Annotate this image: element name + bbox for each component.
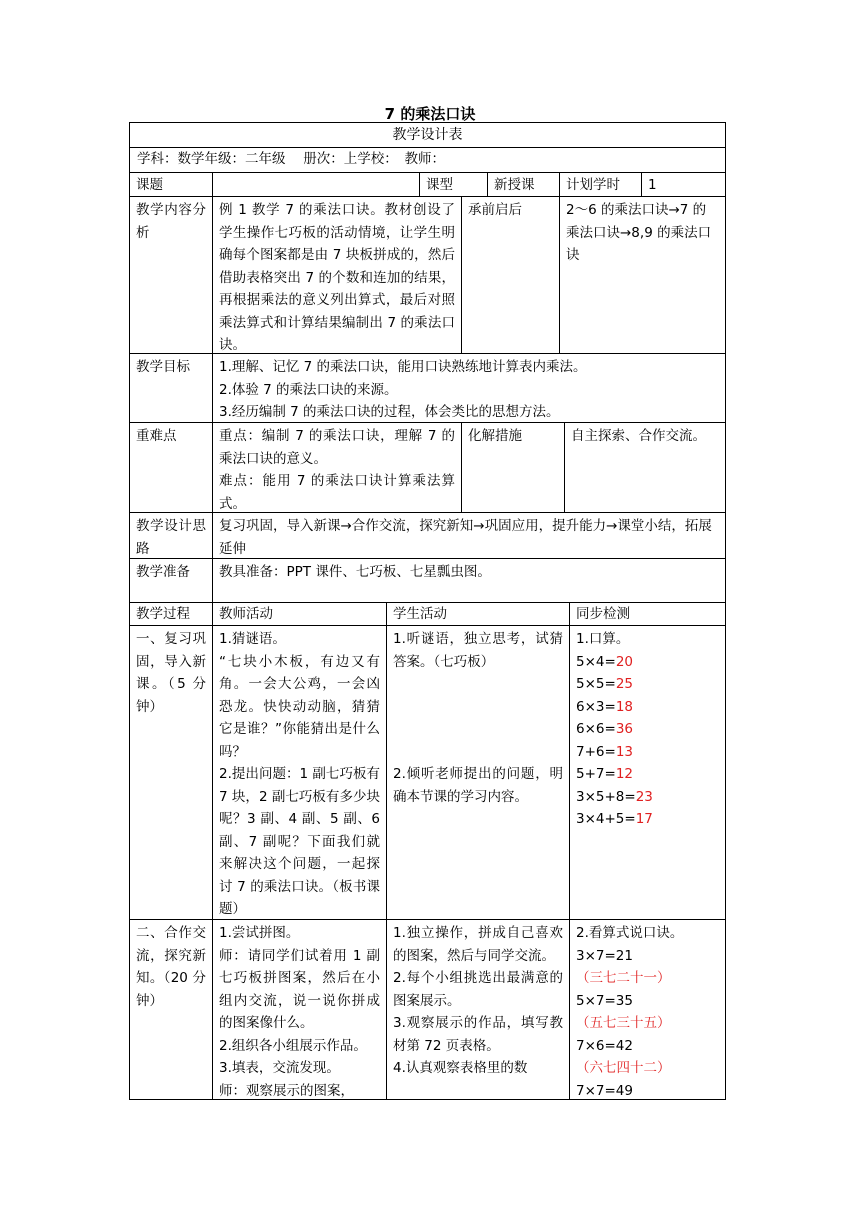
teacher-step: 1.猜谜语。 [219, 631, 286, 647]
check-equation: 5×7=35 [576, 992, 633, 1009]
goal-item: 1.理解、记忆 7 的乘法口诀，能用口诀熟练地计算表内乘法。 [219, 359, 587, 375]
process-header-check: 同步检测 [570, 603, 726, 626]
planned-hours-label: 计划学时 [560, 173, 642, 197]
student-step: 1.听谜语，独立思考，试猜答案。（七巧板） [393, 631, 563, 670]
check-rhyme: （六七四十二） [576, 1060, 671, 1076]
check-equation: 3×7=21 [576, 947, 633, 964]
stage2-sync-check [570, 920, 726, 1100]
key-points-label: 重难点 [130, 423, 213, 513]
process-header-student: 学生活动 [387, 603, 570, 626]
check-item: 7+6=13 [576, 743, 633, 760]
check-rhyme: （五七三十五） [576, 1015, 671, 1031]
student-step: 2.每个小组挑选出最满意的图案展示。 [393, 970, 563, 1009]
preparation-text: 教具准备：PPT 课件、七巧板、七星瓢虫图。 [213, 559, 726, 603]
content-analysis-text: 例 1 教学 7 的乘法口诀。教材创设了学生操作七巧板的活动情境，让学生明确每个图案都是由 7 块板拼成的，然后借助表格突出 7 的个数和连加的结果，再根据乘法的意义列出算式，最后对照乘法算式和计算结果编制出 7 的乘法口诀。 [213, 197, 462, 354]
lesson-label: 课题 [130, 173, 213, 197]
teacher-step: 2.组织各小组展示作品。 [219, 1037, 367, 1054]
design-idea-text: 复习巩固，导入新课→合作交流，探究新知→巩固应用，提升能力→课堂小结，拓展延伸 [213, 513, 726, 559]
preparation-label: 教学准备 [130, 559, 213, 603]
check-item: 3×5+8=23 [576, 788, 653, 805]
check-equation: 7×6=42 [576, 1037, 633, 1054]
check-item: 3×4+5=17 [576, 811, 653, 827]
student-step: 3.观察展示的作品，填写教材第 72 页表格。 [393, 1015, 563, 1054]
check-equation: 7×7=49 [576, 1082, 633, 1099]
teaching-goals-label: 教学目标 [130, 354, 213, 423]
teacher-step: “七块小木板，有边又有角。一会大公鸡，一会凶恐龙。快快动动脑，猜猜它是谁？”你能猜出是什么吗？ [219, 653, 380, 760]
process-header-stage: 教学过程 [130, 603, 213, 626]
check-title: 1.口算。 [576, 631, 630, 647]
stage2-teacher-activity [213, 920, 387, 1100]
check-item: 5×4=20 [576, 653, 633, 670]
lesson-type-label: 课型 [420, 173, 488, 197]
measures-label: 化解措施 [462, 423, 565, 513]
check-rhyme: （三七二十一） [576, 970, 671, 986]
teacher-step: 1.尝试拼图。 [219, 925, 300, 941]
teaching-goals-list [213, 354, 726, 423]
check-item: 6×6=36 [576, 721, 633, 737]
check-item: 6×3=18 [576, 698, 633, 715]
stage1-sync-check [570, 626, 726, 920]
check-item: 5+7=12 [576, 766, 633, 782]
teacher-step: 师：观察展示的图案， [219, 1082, 354, 1099]
key-point: 重点：编制 7 的乘法口诀，理解 7 的乘法口诀的意义。 [219, 428, 455, 467]
goal-item: 3.经历编制 7 的乘法口诀的过程，体会类比的思想方法。 [219, 404, 560, 420]
measures-text: 自主探索、合作交流。 [565, 423, 726, 513]
content-analysis-label: 教学内容分析 [130, 197, 213, 354]
student-step: 4.认真观察表格里的数 [393, 1060, 528, 1076]
planned-hours-value: 1 [642, 173, 726, 197]
lesson-type-value: 新授课 [488, 173, 560, 197]
stage1-teacher-activity [213, 626, 387, 920]
teacher-step: 师：请同学们试着用 1 副七巧板拼图案，然后在小组内交流，说一说你拼成的图案像什么。 [219, 947, 380, 1031]
stage1-label: 一、复习巩固，导入新课。（5 分钟） [130, 626, 213, 920]
stage2-label: 二、合作交流，探究新知。（20 分钟） [130, 920, 213, 1100]
lesson-design-table [129, 122, 726, 1100]
teacher-step: 3.填表，交流发现。 [219, 1060, 340, 1076]
lesson-value [213, 173, 420, 197]
continuity-text: 2～6 的乘法口诀→7 的乘法口诀→8,9 的乘法口诀 [560, 197, 726, 354]
meta-line: 学科：数学年级：二年级 册次：上学校： 教师： [130, 148, 726, 173]
continuity-label: 承前启后 [462, 197, 560, 354]
key-points-text [213, 423, 462, 513]
stage1-student-activity [387, 626, 570, 920]
student-step: 1.独立操作，拼成自己喜欢的图案，然后与同学交流。 [393, 925, 563, 964]
table-header: 教学设计表 [130, 123, 726, 148]
student-step: 2.倾听老师提出的问题，明确本节课的学习内容。 [393, 766, 563, 805]
process-header-teacher: 教师活动 [213, 603, 387, 626]
check-item: 5×5=25 [576, 676, 633, 692]
stage2-student-activity [387, 920, 570, 1100]
teacher-step: 2.提出问题：1 副七巧板有 7 块，2 副七巧板有多少块呢？3 副、4 副、5 副、6 副、7 副呢？下面我们就来解决这个问题，一起探讨 7 的乘法口诀。（板书课题） [219, 766, 380, 917]
difficult-point: 难点：能用 7 的乘法口诀计算乘法算式。 [219, 473, 455, 512]
document-title: 7 的乘法口诀 [384, 105, 476, 123]
design-idea-label: 教学设计思路 [130, 513, 213, 559]
check-title: 2.看算式说口诀。 [576, 925, 684, 941]
goal-item: 2.体验 7 的乘法口诀的来源。 [219, 381, 398, 398]
